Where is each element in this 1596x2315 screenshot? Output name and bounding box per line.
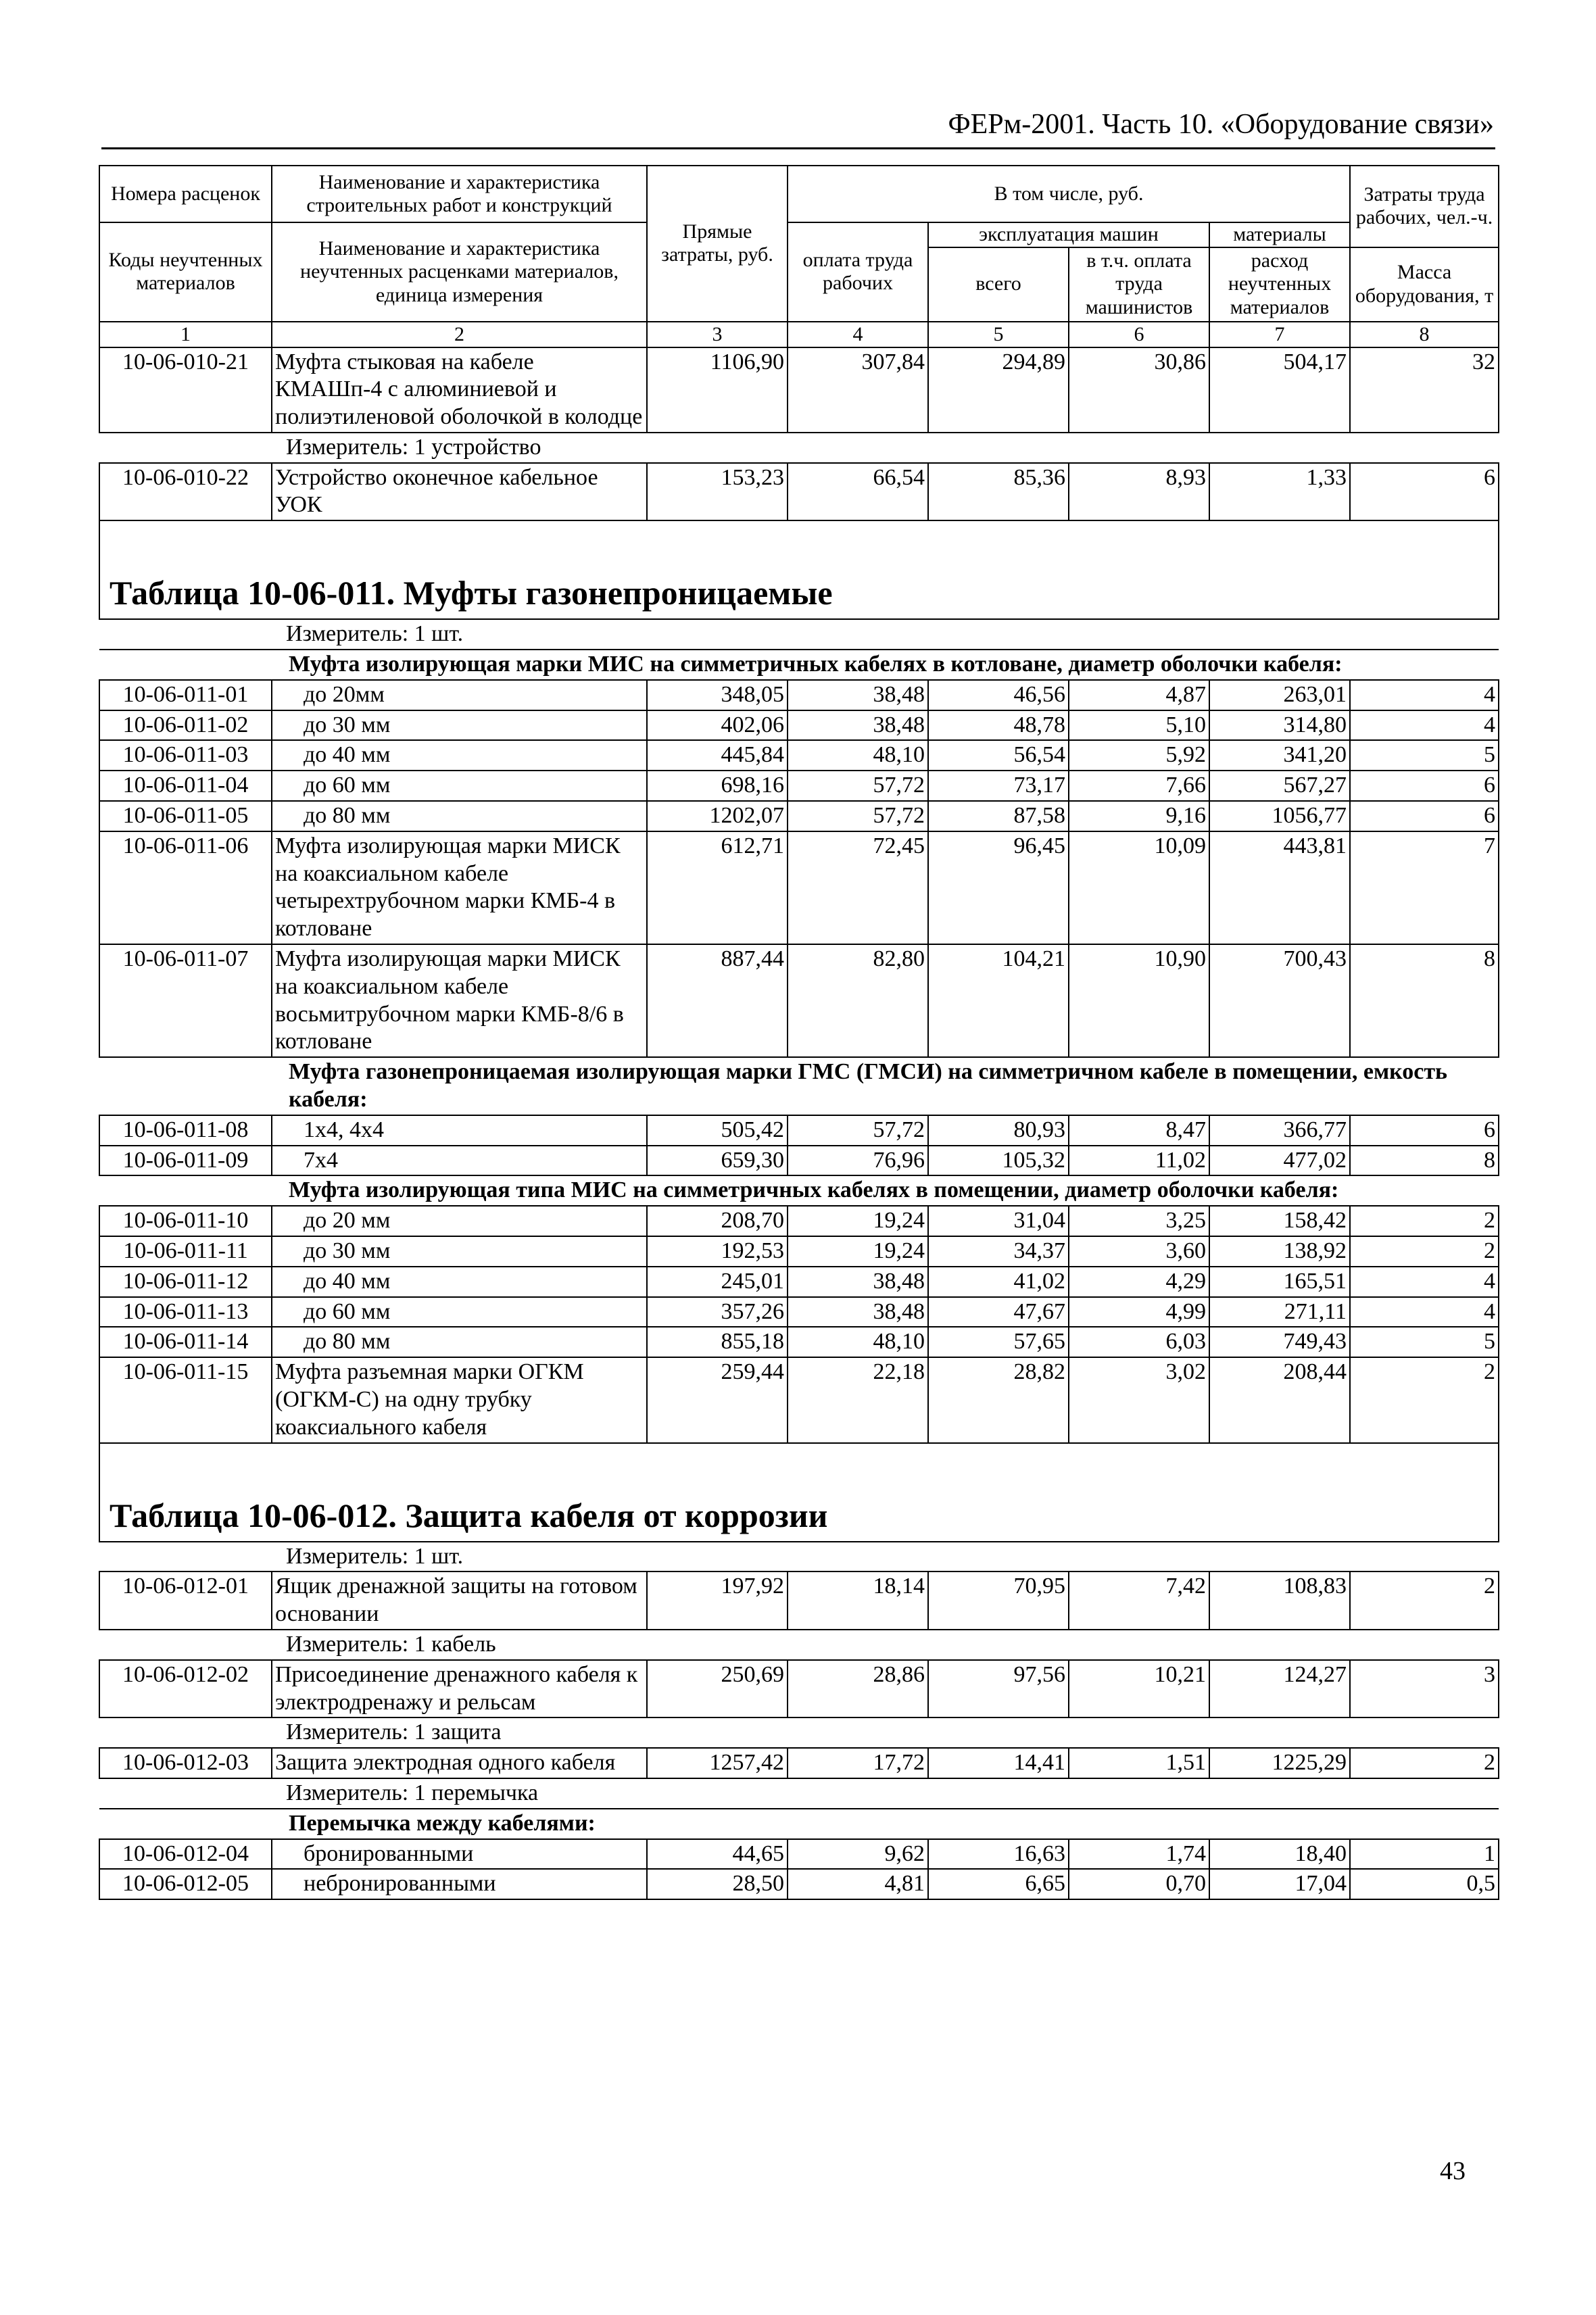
spacer-row xyxy=(99,1443,1499,1453)
machines-total: 294,89 xyxy=(928,347,1069,433)
direct-costs: 192,53 xyxy=(647,1236,788,1267)
header-work-name: Наименование и характеристика строительных работ и конструкций xyxy=(272,166,647,222)
column-index: 2 xyxy=(272,322,647,347)
operator-pay: 7,66 xyxy=(1069,771,1209,801)
header-including-group: В том числе, руб. xyxy=(788,166,1350,222)
operator-pay: 4,87 xyxy=(1069,680,1209,710)
rate-code: 10-06-011-01 xyxy=(99,680,272,710)
machines-total: 48,78 xyxy=(928,710,1069,741)
rate-row xyxy=(99,1206,1499,1236)
rate-row xyxy=(99,1297,1499,1327)
machines-total: 31,04 xyxy=(928,1206,1069,1236)
labor-hours: 2 xyxy=(1350,1357,1499,1442)
header-machine-operation: эксплуатация машин xyxy=(928,222,1209,247)
worker-pay: 38,48 xyxy=(788,1297,928,1327)
machines-total: 105,32 xyxy=(928,1146,1069,1176)
rate-row xyxy=(99,1748,1499,1778)
group-heading: Муфта газонепроницаемая изолирующая марки ГМС (ГМСИ) на симметричном кабеле в помещении, емкость кабеля: xyxy=(99,1057,1499,1115)
rate-code: 10-06-011-04 xyxy=(99,771,272,801)
header-materials: материалы xyxy=(1209,222,1350,247)
direct-costs: 402,06 xyxy=(647,710,788,741)
direct-costs: 153,23 xyxy=(647,463,788,521)
rate-name: до 40 мм xyxy=(272,1267,647,1297)
measure-label-row xyxy=(99,1778,1499,1809)
labor-hours: 4 xyxy=(1350,710,1499,741)
header-rule xyxy=(101,147,1495,149)
operator-pay: 5,92 xyxy=(1069,740,1209,771)
worker-pay: 57,72 xyxy=(788,1115,928,1146)
rates-table xyxy=(99,165,1499,1900)
operator-pay: 11,02 xyxy=(1069,1146,1209,1176)
header-unaccounted-materials: расход неучтенных материалов xyxy=(1209,247,1350,322)
operator-pay: 1,74 xyxy=(1069,1839,1209,1870)
labor-hours: 2 xyxy=(1350,1236,1499,1267)
rate-code: 10-06-011-02 xyxy=(99,710,272,741)
machines-total: 70,95 xyxy=(928,1571,1069,1630)
labor-hours: 32 xyxy=(1350,347,1499,433)
rate-row xyxy=(99,680,1499,710)
rate-code: 10-06-012-05 xyxy=(99,1869,272,1899)
direct-costs: 659,30 xyxy=(647,1146,788,1176)
rate-code: 10-06-011-12 xyxy=(99,1267,272,1297)
machines-total: 85,36 xyxy=(928,463,1069,521)
operator-pay: 3,60 xyxy=(1069,1236,1209,1267)
labor-hours: 4 xyxy=(1350,1297,1499,1327)
operator-pay: 3,02 xyxy=(1069,1357,1209,1442)
machines-total: 96,45 xyxy=(928,831,1069,944)
rate-name: Защита электродная одного кабеля xyxy=(272,1748,647,1778)
header-rate-numbers: Номера расценок xyxy=(99,166,272,222)
rate-code: 10-06-011-08 xyxy=(99,1115,272,1146)
rate-code: 10-06-011-05 xyxy=(99,801,272,831)
group-heading-row xyxy=(99,1175,1499,1206)
spacer-row xyxy=(99,520,1499,531)
measure-label-row xyxy=(99,1542,1499,1572)
measure-label: Измеритель: 1 перемычка xyxy=(99,1778,1499,1809)
rate-code: 10-06-011-06 xyxy=(99,831,272,944)
worker-pay: 72,45 xyxy=(788,831,928,944)
group-heading-row xyxy=(99,650,1499,680)
machines-total: 87,58 xyxy=(928,801,1069,831)
rate-name: до 60 мм xyxy=(272,771,647,801)
measure-label: Измеритель: 1 шт. xyxy=(99,619,1499,650)
rate-row xyxy=(99,1869,1499,1899)
rate-name: Присоединение дренажного кабеля к электродренажу и рельсам xyxy=(272,1660,647,1718)
materials-cost: 208,44 xyxy=(1209,1357,1350,1442)
header-direct-costs: Прямые затраты, руб. xyxy=(647,166,788,322)
materials-cost: 138,92 xyxy=(1209,1236,1350,1267)
group-heading-row xyxy=(99,1809,1499,1839)
column-index: 4 xyxy=(788,322,928,347)
operator-pay: 8,93 xyxy=(1069,463,1209,521)
direct-costs: 44,65 xyxy=(647,1839,788,1870)
section-title: Таблица 10-06-011. Муфты газонепроницаемые xyxy=(99,531,1499,619)
rate-row xyxy=(99,347,1499,433)
page-number: 43 xyxy=(1440,2157,1466,2185)
operator-pay: 5,10 xyxy=(1069,710,1209,741)
machines-total: 6,65 xyxy=(928,1869,1069,1899)
labor-hours: 5 xyxy=(1350,1327,1499,1357)
operator-pay: 10,21 xyxy=(1069,1660,1209,1718)
direct-costs: 208,70 xyxy=(647,1206,788,1236)
labor-hours: 2 xyxy=(1350,1748,1499,1778)
materials-cost: 124,27 xyxy=(1209,1660,1350,1718)
column-index: 6 xyxy=(1069,322,1209,347)
group-heading: Муфта изолирующая типа МИС на симметричных кабелях в помещении, диаметр оболочки кабеля: xyxy=(99,1175,1499,1206)
rate-row xyxy=(99,1327,1499,1357)
rate-name: 7х4 xyxy=(272,1146,647,1176)
rate-code: 10-06-012-01 xyxy=(99,1571,272,1630)
rate-name: Муфта стыковая на кабеле КМАШп-4 с алюминиевой и полиэтиленовой оболочкой в колодце xyxy=(272,347,647,433)
labor-hours: 3 xyxy=(1350,1660,1499,1718)
rate-row xyxy=(99,944,1499,1057)
labor-hours: 7 xyxy=(1350,831,1499,944)
labor-hours: 5 xyxy=(1350,740,1499,771)
rate-code: 10-06-011-15 xyxy=(99,1357,272,1442)
labor-hours: 4 xyxy=(1350,680,1499,710)
measure-label-row xyxy=(99,619,1499,650)
rate-row xyxy=(99,1839,1499,1870)
worker-pay: 38,48 xyxy=(788,680,928,710)
worker-pay: 19,24 xyxy=(788,1206,928,1236)
rate-row xyxy=(99,1357,1499,1442)
labor-hours: 6 xyxy=(1350,1115,1499,1146)
rate-row xyxy=(99,1236,1499,1267)
operator-pay: 1,51 xyxy=(1069,1748,1209,1778)
rate-code: 10-06-011-13 xyxy=(99,1297,272,1327)
measure-label: Измеритель: 1 шт. xyxy=(99,1542,1499,1572)
direct-costs: 1202,07 xyxy=(647,801,788,831)
worker-pay: 48,10 xyxy=(788,1327,928,1357)
worker-pay: 22,18 xyxy=(788,1357,928,1442)
rate-code: 10-06-012-03 xyxy=(99,1748,272,1778)
header-material-codes: Коды неучтенных материалов xyxy=(99,222,272,322)
section-title-row xyxy=(99,531,1499,619)
operator-pay: 4,99 xyxy=(1069,1297,1209,1327)
measure-label-row xyxy=(99,433,1499,463)
rate-code: 10-06-011-03 xyxy=(99,740,272,771)
rate-name: Муфта разъемная марки ОГКМ (ОГКМ-С) на одну трубку коаксиального кабеля xyxy=(272,1357,647,1442)
rate-name: Муфта изолирующая марки МИСК на коаксиальном кабеле восьмитрубочном марки КМБ-8/6 в котловане xyxy=(272,944,647,1057)
rate-row xyxy=(99,463,1499,521)
materials-cost: 749,43 xyxy=(1209,1327,1350,1357)
materials-cost: 271,11 xyxy=(1209,1297,1350,1327)
labor-hours: 8 xyxy=(1350,944,1499,1057)
direct-costs: 1257,42 xyxy=(647,1748,788,1778)
operator-pay: 6,03 xyxy=(1069,1327,1209,1357)
materials-cost: 477,02 xyxy=(1209,1146,1350,1176)
rate-row xyxy=(99,1571,1499,1630)
rate-code: 10-06-011-10 xyxy=(99,1206,272,1236)
materials-cost: 165,51 xyxy=(1209,1267,1350,1297)
direct-costs: 505,42 xyxy=(647,1115,788,1146)
materials-cost: 700,43 xyxy=(1209,944,1350,1057)
column-index: 3 xyxy=(647,322,788,347)
operator-pay: 0,70 xyxy=(1069,1869,1209,1899)
worker-pay: 19,24 xyxy=(788,1236,928,1267)
rate-name: до 80 мм xyxy=(272,801,647,831)
direct-costs: 357,26 xyxy=(647,1297,788,1327)
rate-code: 10-06-012-02 xyxy=(99,1660,272,1718)
measure-label-row xyxy=(99,1630,1499,1660)
direct-costs: 445,84 xyxy=(647,740,788,771)
operator-pay: 3,25 xyxy=(1069,1206,1209,1236)
machines-total: 57,65 xyxy=(928,1327,1069,1357)
rate-code: 10-06-011-14 xyxy=(99,1327,272,1357)
materials-cost: 567,27 xyxy=(1209,771,1350,801)
machines-total: 16,63 xyxy=(928,1839,1069,1870)
direct-costs: 612,71 xyxy=(647,831,788,944)
direct-costs: 245,01 xyxy=(647,1267,788,1297)
materials-cost: 1225,29 xyxy=(1209,1748,1350,1778)
machines-total: 28,82 xyxy=(928,1357,1069,1442)
group-heading: Муфта изолирующая марки МИС на симметричных кабелях в котловане, диаметр оболочки кабеля: xyxy=(99,650,1499,680)
materials-cost: 443,81 xyxy=(1209,831,1350,944)
operator-pay: 10,09 xyxy=(1069,831,1209,944)
rate-code: 10-06-011-11 xyxy=(99,1236,272,1267)
rate-row xyxy=(99,1115,1499,1146)
direct-costs: 28,50 xyxy=(647,1869,788,1899)
spacer xyxy=(99,1443,1499,1453)
rate-row xyxy=(99,740,1499,771)
rate-name: до 40 мм xyxy=(272,740,647,771)
rate-row xyxy=(99,771,1499,801)
materials-cost: 17,04 xyxy=(1209,1869,1350,1899)
rate-row xyxy=(99,831,1499,944)
operator-pay: 8,47 xyxy=(1069,1115,1209,1146)
labor-hours: 1 xyxy=(1350,1839,1499,1870)
machines-total: 56,54 xyxy=(928,740,1069,771)
worker-pay: 66,54 xyxy=(788,463,928,521)
measure-label-row xyxy=(99,1717,1499,1748)
worker-pay: 82,80 xyxy=(788,944,928,1057)
rate-row xyxy=(99,1146,1499,1176)
direct-costs: 348,05 xyxy=(647,680,788,710)
worker-pay: 38,48 xyxy=(788,1267,928,1297)
worker-pay: 307,84 xyxy=(788,347,928,433)
worker-pay: 76,96 xyxy=(788,1146,928,1176)
worker-pay: 4,81 xyxy=(788,1869,928,1899)
materials-cost: 1,33 xyxy=(1209,463,1350,521)
rate-code: 10-06-012-04 xyxy=(99,1839,272,1870)
spacer xyxy=(99,520,1499,531)
rate-name: до 20 мм xyxy=(272,1206,647,1236)
operator-pay: 10,90 xyxy=(1069,944,1209,1057)
machines-total: 73,17 xyxy=(928,771,1069,801)
labor-hours: 2 xyxy=(1350,1206,1499,1236)
rate-name: до 20мм xyxy=(272,680,647,710)
rate-name: до 80 мм xyxy=(272,1327,647,1357)
column-index: 1 xyxy=(99,322,272,347)
column-index: 8 xyxy=(1350,322,1499,347)
operator-pay: 9,16 xyxy=(1069,801,1209,831)
machines-total: 41,02 xyxy=(928,1267,1069,1297)
machines-total: 104,21 xyxy=(928,944,1069,1057)
rate-name: Муфта изолирующая марки МИСК на коаксиальном кабеле четырехтрубочном марки КМБ-4 в котловане xyxy=(272,831,647,944)
rate-name: 1х4, 4х4 xyxy=(272,1115,647,1146)
measure-label: Измеритель: 1 защита xyxy=(99,1717,1499,1748)
materials-cost: 108,83 xyxy=(1209,1571,1350,1630)
worker-pay: 48,10 xyxy=(788,740,928,771)
rate-row xyxy=(99,1267,1499,1297)
column-index: 7 xyxy=(1209,322,1350,347)
materials-cost: 504,17 xyxy=(1209,347,1350,433)
rate-name: Устройство оконечное кабельное УОК xyxy=(272,463,647,521)
worker-pay: 57,72 xyxy=(788,801,928,831)
labor-hours: 8 xyxy=(1350,1146,1499,1176)
direct-costs: 250,69 xyxy=(647,1660,788,1718)
labor-hours: 2 xyxy=(1350,1571,1499,1630)
worker-pay: 18,14 xyxy=(788,1571,928,1630)
measure-label: Измеритель: 1 кабель xyxy=(99,1630,1499,1660)
labor-hours: 0,5 xyxy=(1350,1869,1499,1899)
materials-cost: 341,20 xyxy=(1209,740,1350,771)
header-worker-pay: оплата труда рабочих xyxy=(788,222,928,322)
machines-total: 97,56 xyxy=(928,1660,1069,1718)
rate-code: 10-06-011-09 xyxy=(99,1146,272,1176)
materials-cost: 158,42 xyxy=(1209,1206,1350,1236)
measure-label: Измеритель: 1 устройство xyxy=(99,433,1499,463)
worker-pay: 17,72 xyxy=(788,1748,928,1778)
running-header: ФЕРм-2001. Часть 10. «Оборудование связи» xyxy=(948,109,1494,140)
header-machines-total: всего xyxy=(928,247,1069,322)
rate-code: 10-06-011-07 xyxy=(99,944,272,1057)
worker-pay: 9,62 xyxy=(788,1839,928,1870)
direct-costs: 1106,90 xyxy=(647,347,788,433)
table-header xyxy=(99,166,1499,347)
machines-total: 47,67 xyxy=(928,1297,1069,1327)
worker-pay: 57,72 xyxy=(788,771,928,801)
header-labor-hours: Затраты труда рабочих, чел.-ч. xyxy=(1350,166,1499,247)
machines-total: 34,37 xyxy=(928,1236,1069,1267)
operator-pay: 7,42 xyxy=(1069,1571,1209,1630)
rate-name: небронированными xyxy=(272,1869,647,1899)
section-title-row xyxy=(99,1453,1499,1542)
rate-name: бронированными xyxy=(272,1839,647,1870)
rate-name: Ящик дренажной защиты на готовом основании xyxy=(272,1571,647,1630)
operator-pay: 4,29 xyxy=(1069,1267,1209,1297)
direct-costs: 855,18 xyxy=(647,1327,788,1357)
column-index-row xyxy=(99,322,1499,347)
machines-total: 46,56 xyxy=(928,680,1069,710)
header-operator-pay: в т.ч. оплата труда машинистов xyxy=(1069,247,1209,322)
direct-costs: 698,16 xyxy=(647,771,788,801)
rate-row xyxy=(99,1660,1499,1718)
rate-row xyxy=(99,801,1499,831)
machines-total: 14,41 xyxy=(928,1748,1069,1778)
rate-row xyxy=(99,710,1499,741)
direct-costs: 259,44 xyxy=(647,1357,788,1442)
materials-cost: 18,40 xyxy=(1209,1839,1350,1870)
labor-hours: 6 xyxy=(1350,463,1499,521)
machines-total: 80,93 xyxy=(928,1115,1069,1146)
materials-cost: 366,77 xyxy=(1209,1115,1350,1146)
materials-cost: 263,01 xyxy=(1209,680,1350,710)
rate-code: 10-06-010-21 xyxy=(99,347,272,433)
section-title: Таблица 10-06-012. Защита кабеля от коррозии xyxy=(99,1453,1499,1542)
worker-pay: 38,48 xyxy=(788,710,928,741)
materials-cost: 314,80 xyxy=(1209,710,1350,741)
group-heading-row xyxy=(99,1057,1499,1115)
header-material-name: Наименование и характеристика неучтенных расценками материалов, единица измерения xyxy=(272,222,647,322)
rate-name: до 30 мм xyxy=(272,1236,647,1267)
rate-name: до 30 мм xyxy=(272,710,647,741)
labor-hours: 6 xyxy=(1350,801,1499,831)
labor-hours: 4 xyxy=(1350,1267,1499,1297)
direct-costs: 887,44 xyxy=(647,944,788,1057)
rate-name: до 60 мм xyxy=(272,1297,647,1327)
rate-code: 10-06-010-22 xyxy=(99,463,272,521)
operator-pay: 30,86 xyxy=(1069,347,1209,433)
table-body xyxy=(99,347,1499,1900)
direct-costs: 197,92 xyxy=(647,1571,788,1630)
materials-cost: 1056,77 xyxy=(1209,801,1350,831)
header-equipment-mass: Масса оборудования, т xyxy=(1350,247,1499,322)
labor-hours: 6 xyxy=(1350,771,1499,801)
column-index: 5 xyxy=(928,322,1069,347)
group-heading: Перемычка между кабелями: xyxy=(99,1809,1499,1839)
worker-pay: 28,86 xyxy=(788,1660,928,1718)
